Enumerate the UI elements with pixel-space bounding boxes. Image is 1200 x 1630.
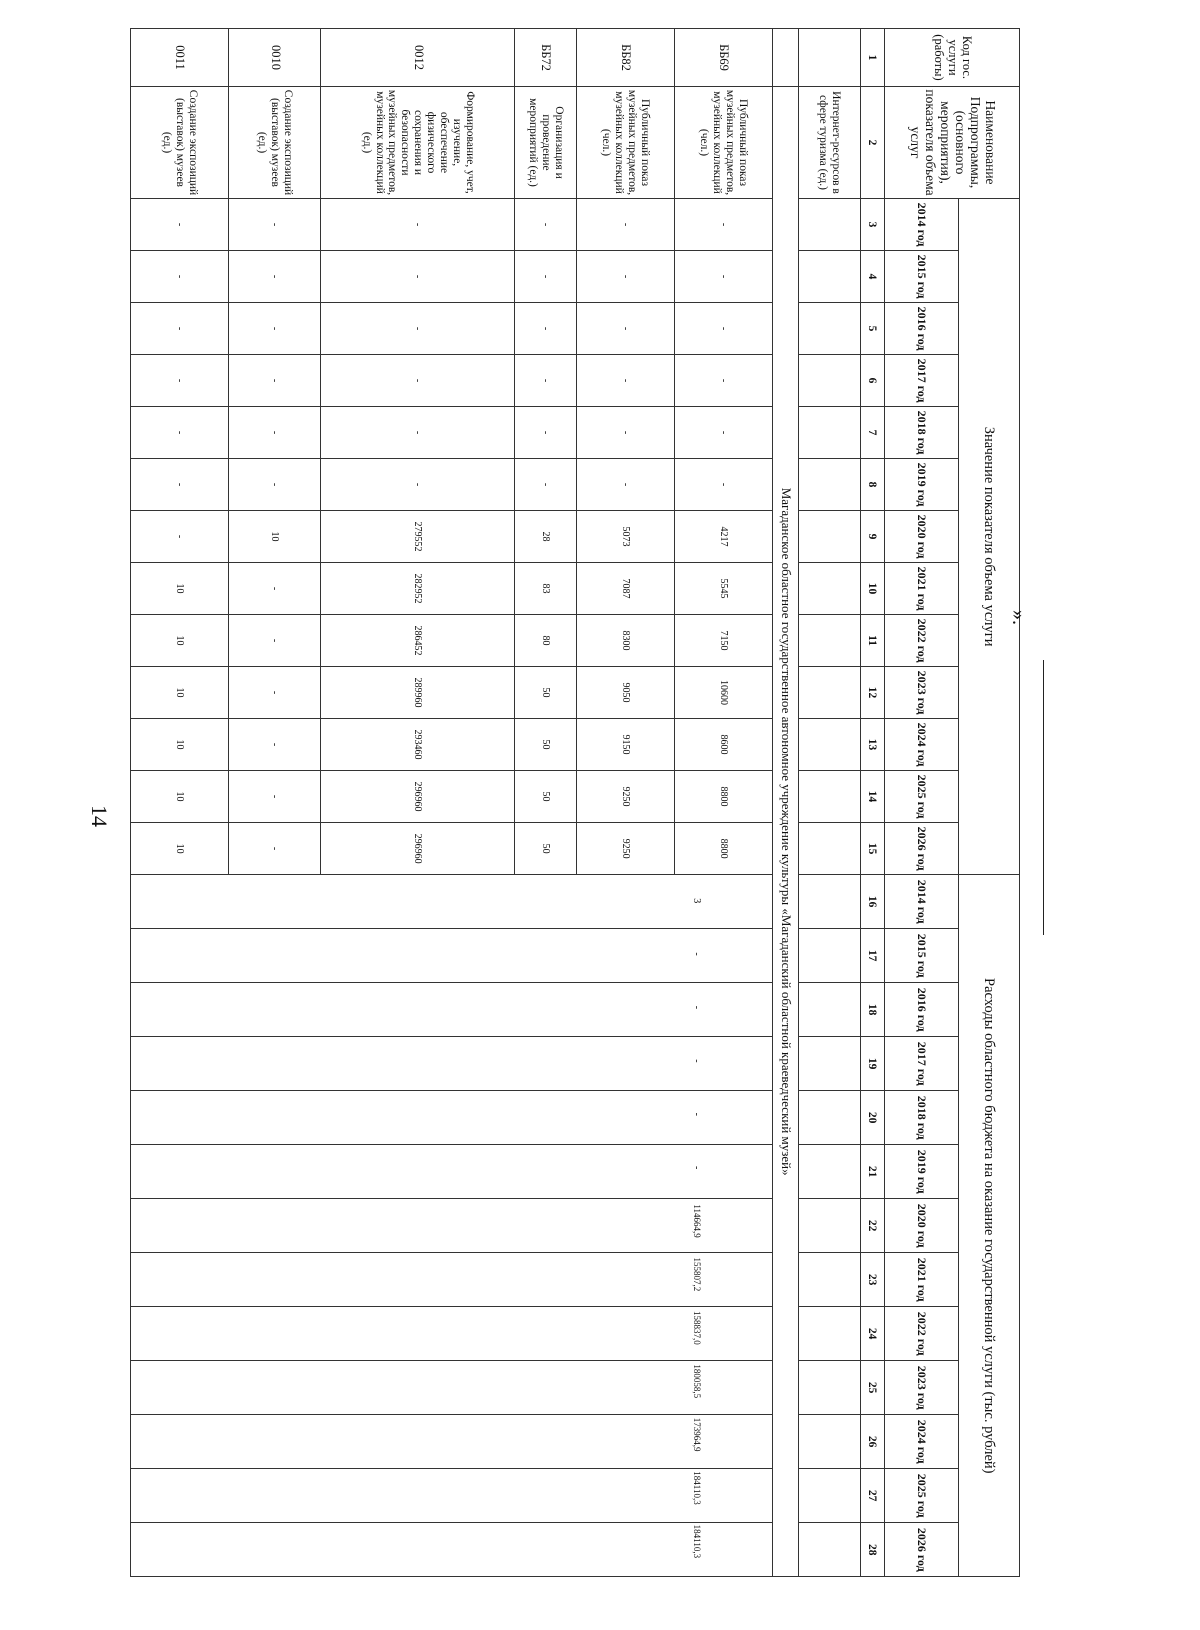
year-header: 2023 год [885,667,959,719]
header-code: Код гос. услуги (работы) [885,29,1020,87]
rotated-table-wrapper [130,28,1020,1572]
row-value: - [131,355,229,407]
year-header: 2020 год [885,511,959,563]
year-header: 2025 год [885,1469,959,1523]
year-header: 2016 год [885,983,959,1037]
row-name: Интернет-ресурсов в сфере туризма (ед.) [799,87,860,199]
column-number: 24 [860,1307,885,1361]
column-number: 16 [860,875,885,929]
expense-value: 184110,3 [692,1471,702,1505]
row-value: 8800 [674,771,772,823]
year-header: 2018 год [885,407,959,459]
row-value: - [131,407,229,459]
row-value: 50 [515,667,576,719]
row-value: 10 [229,511,321,563]
header-row-group [958,29,1019,1577]
row-name: Публичный показ музейных предметов, музейных коллекций (чел.) [674,87,772,199]
row-value: - [229,563,321,615]
column-number: 18 [860,983,885,1037]
row-value: - [576,459,674,511]
row-value: 293460 [321,719,515,771]
row-value: - [229,667,321,719]
year-header: 2017 год [885,355,959,407]
row-value: - [576,251,674,303]
row-value: - [576,355,674,407]
row-value: - [321,407,515,459]
header-years-row [885,29,959,1577]
row-name: Создание экспозиций (выставок) музеев (ед.) [131,87,229,199]
column-number: 17 [860,929,885,983]
row-value: 8600 [674,719,772,771]
row-value: - [229,459,321,511]
expense-value: 173964,9 [692,1417,702,1452]
expense-value: 158837,0 [692,1310,702,1345]
row-value: 28 [515,511,576,563]
row-value: - [321,199,515,251]
year-header: 2014 год [885,199,959,251]
column-number: 23 [860,1253,885,1307]
column-number: 5 [860,303,885,355]
row-code: 0011 [131,29,229,87]
row-value: - [229,355,321,407]
year-header: 2020 год [885,1199,959,1253]
row-value: 9250 [576,771,674,823]
row-value: - [131,303,229,355]
column-number: 27 [860,1469,885,1523]
year-header: 2025 год [885,771,959,823]
row-value: 10 [131,771,229,823]
row-value: 5545 [674,563,772,615]
row-value: 7150 [674,615,772,667]
row-value: - [515,251,576,303]
column-number: 20 [860,1091,885,1145]
year-header: 2024 год [885,719,959,771]
column-number: 13 [860,719,885,771]
row-value: - [229,719,321,771]
column-number: 21 [860,1145,885,1199]
column-number: 19 [860,1037,885,1091]
row-value: 4217 [674,511,772,563]
year-header: 2021 год [885,1253,959,1307]
column-number: 3 [860,199,885,251]
row-name: Формирование, учет, изучение, обеспечение физического сохранения и безопасности музейных предметов, музейных коллекций (ед.) [321,87,515,199]
year-header: 2019 год [885,459,959,511]
row-value: 9150 [576,719,674,771]
column-number: 8 [860,459,885,511]
row-value: 9050 [576,667,674,719]
row-value: 7087 [576,563,674,615]
expense-value: - [691,1165,702,1170]
year-header: 2022 год [885,1307,959,1361]
row-value: 10 [131,563,229,615]
expense-value: 184110,3 [692,1524,702,1559]
row-value: 10600 [674,667,772,719]
expense-value: - [691,1059,702,1063]
column-number: 4 [860,251,885,303]
row-name: Публичный показ музейных предметов, музейных коллекций (чел.) [576,87,674,199]
row-value: - [515,303,576,355]
row-value: - [674,199,772,251]
year-header: 2016 год [885,303,959,355]
expense-value: - [691,1005,702,1010]
column-numbers-row [860,29,885,1577]
agency-title: Магаданское областное государственное автономное учреждение культуры «Магаданский областной краеведческий музей» [772,87,799,1577]
row-value: 279552 [321,511,515,563]
row-value: - [576,407,674,459]
agency-row [772,29,799,1577]
closing-quote: ». [1008,610,1030,625]
expense-column-block [131,875,773,929]
column-number: 7 [860,407,885,459]
row-code: 0010 [229,29,321,87]
row-value: - [321,251,515,303]
row-value: - [515,459,576,511]
expense-value: 155807,2 [692,1257,702,1292]
table-row-internet [799,29,860,1577]
column-number: 14 [860,771,885,823]
column-number: 22 [860,1199,885,1253]
row-value: - [229,823,321,875]
agency-code-empty [772,29,799,87]
row-value: - [576,303,674,355]
column-number: 26 [860,1415,885,1469]
row-value: 8300 [576,615,674,667]
column-number: 15 [860,823,885,875]
row-value: - [229,199,321,251]
row-value: - [321,459,515,511]
year-header: 2023 год [885,1361,959,1415]
row-value: - [674,459,772,511]
row-value: - [229,771,321,823]
expense-value: - [691,1112,702,1116]
page-number: 14 [87,805,112,827]
column-number: 12 [860,667,885,719]
column-number: 6 [860,355,885,407]
year-header: 2015 год [885,251,959,303]
row-name: Организация и проведение мероприятий (ед.) [515,87,576,199]
row-value: 10 [131,615,229,667]
row-value: 286452 [321,615,515,667]
expense-value: 180058,5 [692,1364,702,1399]
column-number: 2 [860,87,885,199]
column-number: 9 [860,511,885,563]
row-value: 50 [515,719,576,771]
expense-value: 114664,9 [692,1204,702,1238]
row-code-empty [799,29,860,87]
row-value: 296960 [321,823,515,875]
row-value: - [515,355,576,407]
column-number: 28 [860,1523,885,1577]
column-number: 11 [860,615,885,667]
year-header: 2026 год [885,823,959,875]
row-value: - [229,303,321,355]
row-value: 10 [131,823,229,875]
row-value: 9250 [576,823,674,875]
header-name: Наименование Подпрограммы, (основного мероприятия), показателя объема услуг [885,87,1020,199]
row-value: 282952 [321,563,515,615]
year-header: 2018 год [885,1091,959,1145]
year-header: 2024 год [885,1415,959,1469]
row-value: - [674,355,772,407]
row-value: - [131,459,229,511]
row-value: - [131,199,229,251]
year-header: 2021 год [885,563,959,615]
row-value: 50 [515,771,576,823]
header-volume: Значение показателя объема услуги [958,199,1019,875]
year-header: 2017 год [885,1037,959,1091]
year-header: 2019 год [885,1145,959,1199]
row-value: 296960 [321,771,515,823]
row-name: Создание экспозиций (выставок) музеев (ед.) [229,87,321,199]
row-value: 83 [515,563,576,615]
row-value: - [229,615,321,667]
row-value: - [674,303,772,355]
row-code: ББ82 [576,29,674,87]
header-expenses: Расходы областного бюджета на оказание государственной услуги (тыс. рублей) [958,875,1019,1577]
row-code: 0012 [321,29,515,87]
row-value: - [131,511,229,563]
expense-value: - [691,952,702,956]
row-value: 289960 [321,667,515,719]
column-number: 10 [860,563,885,615]
closing-underline [1043,660,1044,935]
row-value: - [674,251,772,303]
year-header: 2022 год [885,615,959,667]
row-value: 8800 [674,823,772,875]
year-header: 2015 год [885,929,959,983]
row-value: 50 [515,823,576,875]
year-header: 2026 год [885,1523,959,1577]
column-number: 1 [860,29,885,87]
row-value: - [321,303,515,355]
row-value: - [229,407,321,459]
year-header: 2014 год [885,875,959,929]
row-code: ББ72 [515,29,576,87]
row-value: 80 [515,615,576,667]
row-value: - [576,199,674,251]
row-value: 5073 [576,511,674,563]
table-row [674,29,772,1577]
column-number: 25 [860,1361,885,1415]
row-value: - [674,407,772,459]
row-code: ББ69 [674,29,772,87]
expense-value: 3 [691,898,702,904]
row-value: - [515,407,576,459]
budget-table [130,28,1020,1577]
row-value: - [321,355,515,407]
row-value: - [515,199,576,251]
row-value: - [131,251,229,303]
row-value: 10 [131,667,229,719]
row-value: - [229,251,321,303]
row-value: 10 [131,719,229,771]
